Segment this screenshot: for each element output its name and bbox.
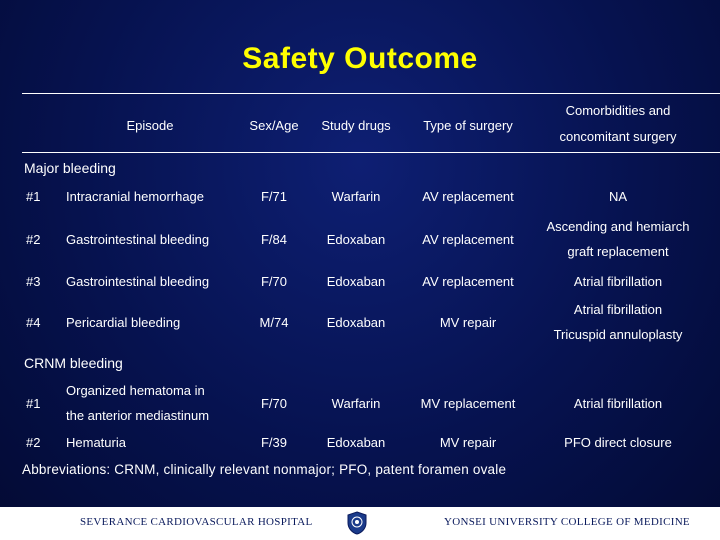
- footer-college-name: YONSEI UNIVERSITY COLLEGE OF MEDICINE: [444, 516, 690, 528]
- table-row-episode: Organized hematoma in: [66, 383, 205, 398]
- header-study-drugs: Study drugs: [321, 118, 391, 133]
- table-row-episode: Intracranial hemorrhage: [66, 189, 205, 204]
- table-top-rule: [22, 93, 720, 94]
- table-row-sex-age: F/39: [260, 435, 287, 450]
- university-seal-icon: [346, 511, 368, 535]
- table-row-drug: Edoxaban: [326, 232, 386, 247]
- table-row-surgery: AV replacement: [422, 274, 514, 289]
- section-major-bleeding: Major bleeding: [24, 160, 116, 176]
- table-row-sex-age: F/70: [260, 274, 287, 289]
- table-row-drug: Warfarin: [331, 189, 381, 204]
- table-row-drug: Edoxaban: [326, 435, 386, 450]
- header-surgery: Type of surgery: [423, 118, 513, 133]
- table-row-comorbid: Ascending and hemiarch: [546, 219, 690, 234]
- table-row-episode: Pericardial bleeding: [66, 315, 181, 330]
- table-row-comorbid: Atrial fibrillation: [573, 396, 663, 411]
- header-comorbid-2: concomitant surgery: [559, 129, 677, 144]
- footer-bar: [0, 507, 720, 540]
- table-row-drug: Warfarin: [331, 396, 381, 411]
- table-row-sex-age: M/74: [259, 315, 289, 330]
- table-row-surgery: MV repair: [439, 315, 497, 330]
- table-row-comorbid-2: Tricuspid annuloplasty: [553, 327, 683, 342]
- table-row-episode: Hematuria: [66, 435, 126, 450]
- table-row-comorbid: Atrial fibrillation: [573, 302, 663, 317]
- table-row-num: #1: [26, 396, 41, 411]
- table-row-surgery: AV replacement: [422, 189, 514, 204]
- table-header-rule: [22, 152, 720, 153]
- table-row-surgery: MV replacement: [420, 396, 516, 411]
- header-sex-age: Sex/Age: [249, 118, 299, 133]
- table-row-episode: Gastrointestinal bleeding: [66, 232, 210, 247]
- table-row-num: #2: [26, 435, 41, 450]
- table-row-num: #2: [26, 232, 41, 247]
- table-row-comorbid: NA: [608, 189, 628, 204]
- table-row-sex-age: F/84: [260, 232, 287, 247]
- table-row-comorbid-2: graft replacement: [567, 244, 669, 259]
- table-row-surgery: MV repair: [439, 435, 497, 450]
- header-episode: Episode: [126, 118, 174, 133]
- table-row-comorbid: Atrial fibrillation: [573, 274, 663, 289]
- table-row-sex-age: F/70: [260, 396, 287, 411]
- table-row-sex-age: F/71: [260, 189, 287, 204]
- table-row-num: #4: [26, 315, 41, 330]
- abbreviations-note: Abbreviations: CRNM, clinically relevant nonmajor; PFO, patent foramen ovale: [22, 462, 507, 477]
- table-row-num: #1: [26, 189, 41, 204]
- table-row-comorbid: PFO direct closure: [564, 435, 672, 450]
- footer-hospital-name: SEVERANCE CARDIOVASCULAR HOSPITAL: [80, 516, 313, 528]
- table-row-episode-2: the anterior mediastinum: [66, 408, 210, 423]
- header-comorbid-1: Comorbidities and: [565, 103, 671, 118]
- table-row-num: #3: [26, 274, 41, 289]
- table-row-episode: Gastrointestinal bleeding: [66, 274, 210, 289]
- table-row-drug: Edoxaban: [326, 315, 386, 330]
- table-row-surgery: AV replacement: [422, 232, 514, 247]
- slide-title: Safety Outcome: [242, 42, 478, 75]
- table-row-drug: Edoxaban: [326, 274, 386, 289]
- section-crnm-bleeding: CRNM bleeding: [24, 355, 123, 371]
